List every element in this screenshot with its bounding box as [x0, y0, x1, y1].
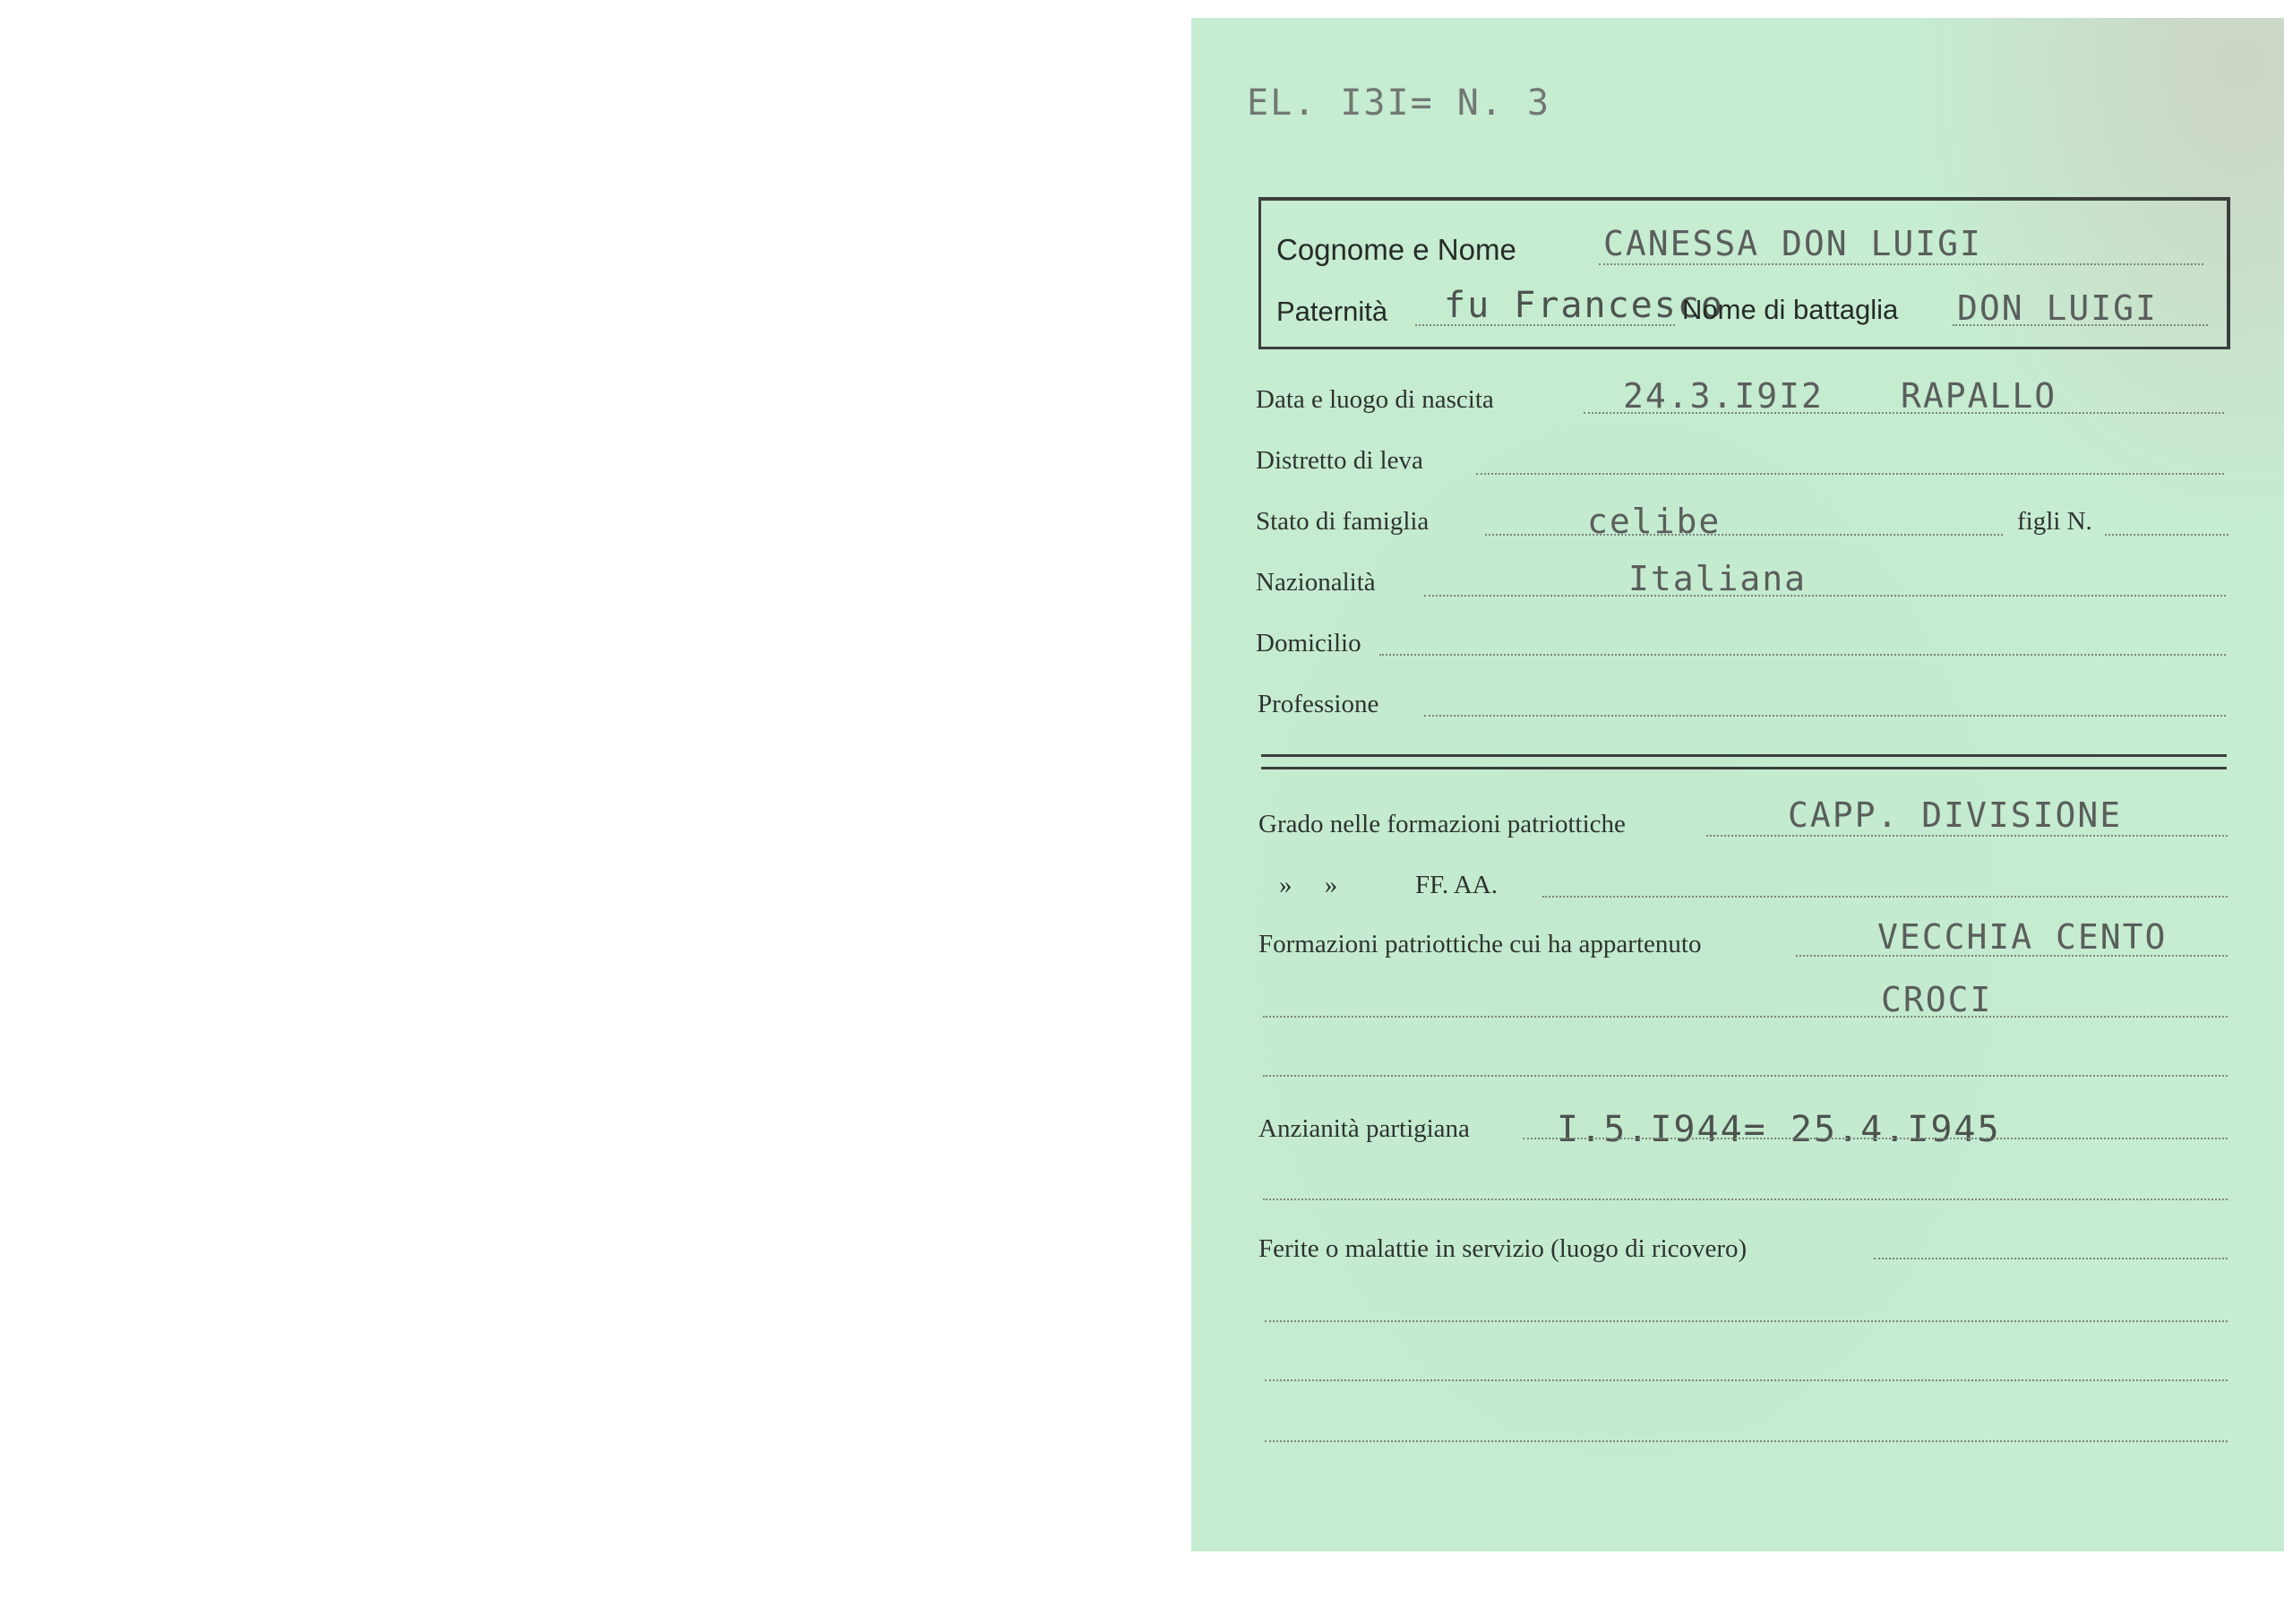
profession-line	[1424, 715, 2226, 717]
family-status-line	[1485, 534, 2003, 536]
birth-line	[1584, 412, 2224, 414]
injuries-line4	[1265, 1440, 2228, 1442]
battle-name-line	[1953, 324, 2208, 326]
surname-name-line	[1599, 263, 2203, 265]
domicile-line	[1379, 654, 2226, 656]
battle-name-label: Nome di battaglia	[1682, 294, 1899, 325]
ffaa-ditto-marks: » »	[1279, 871, 1338, 899]
section-divider-bottom	[1261, 767, 2227, 769]
card-reference-number: EL. I3I= N. 3	[1247, 82, 1551, 124]
ffaa-line	[1542, 896, 2228, 898]
battle-name-value: DON LUIGI	[1957, 288, 2158, 328]
rank-line	[1706, 835, 2228, 837]
ffaa-label: FF. AA.	[1415, 871, 1498, 899]
family-status-label: Stato di famiglia	[1256, 507, 1430, 536]
birth-date-value: 24.3.I9I2	[1623, 376, 1824, 416]
surname-name-label: Cognome e Nome	[1276, 233, 1516, 266]
injuries-line3	[1265, 1379, 2228, 1381]
paternity-value: fu Francesco	[1444, 285, 1724, 326]
district-line	[1476, 473, 2224, 475]
formations-line3	[1263, 1075, 2228, 1077]
nationality-label: Nazionalità	[1256, 568, 1376, 597]
paternity-label: Paternità	[1276, 296, 1388, 327]
nationality-value: Italiana	[1628, 559, 1808, 598]
family-status-value: celibe	[1587, 502, 1722, 541]
birth-label: Data e luogo di nascita	[1256, 385, 1494, 414]
seniority-value: I.5.I944= 25.4.I945	[1557, 1109, 2001, 1150]
nationality-line	[1424, 595, 2226, 597]
surname-name-value: CANESSA DON LUIGI	[1603, 224, 1982, 263]
paternity-line	[1415, 324, 1675, 326]
formations-label: Formazioni patriottiche cui ha appartenuto	[1258, 930, 1702, 958]
children-line	[2105, 534, 2229, 536]
rank-value: CAPP. DIVISIONE	[1788, 795, 2123, 835]
children-label: figli N.	[2017, 507, 2092, 536]
formations-value-line2: CROCI	[1881, 980, 1993, 1019]
seniority-line	[1523, 1138, 2228, 1139]
section-divider-top	[1261, 754, 2227, 757]
rank-label: Grado nelle formazioni patriottiche	[1258, 810, 1626, 838]
formations-line1	[1796, 955, 2228, 957]
seniority-line2	[1263, 1199, 2228, 1200]
formations-line2	[1263, 1016, 2228, 1018]
injuries-line	[1874, 1258, 2228, 1259]
profession-label: Professione	[1258, 690, 1379, 718]
injuries-label: Ferite o malattie in servizio (luogo di ricovero)	[1258, 1234, 1748, 1263]
domicile-label: Domicilio	[1256, 629, 1361, 657]
injuries-line2	[1265, 1320, 2228, 1322]
district-label: Distretto di leva	[1256, 446, 1423, 475]
formations-value-line1: VECCHIA CENTO	[1877, 917, 2168, 957]
birth-place-value: RAPALLO	[1901, 376, 2057, 416]
seniority-label: Anzianità partigiana	[1258, 1114, 1470, 1143]
